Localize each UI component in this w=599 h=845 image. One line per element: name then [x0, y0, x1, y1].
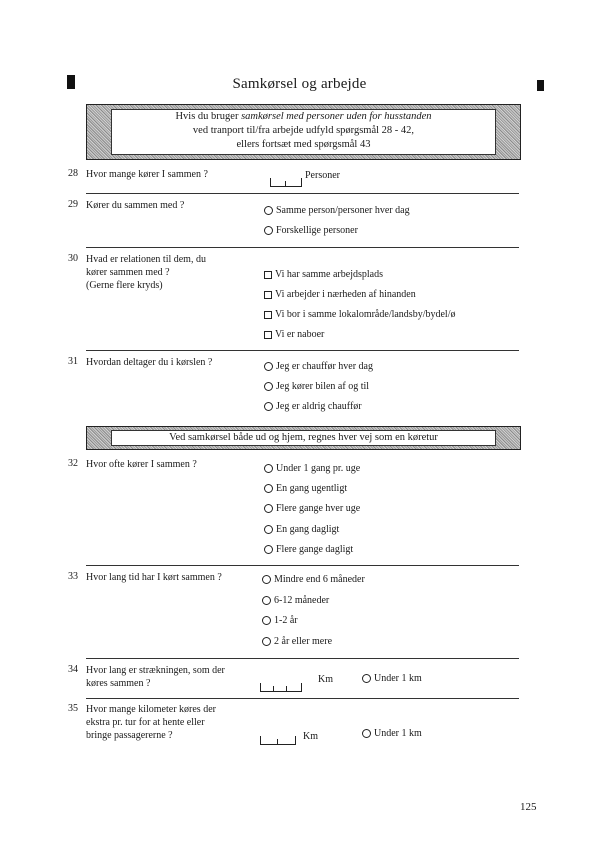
q30-option-same-workplace[interactable]: Vi har samme arbejdsplads — [264, 269, 383, 280]
q32-option-daily[interactable]: En gang dagligt — [264, 524, 339, 535]
q31-option-driver-daily[interactable]: Jeg er chauffør hver dag — [264, 361, 373, 372]
radio-icon[interactable] — [264, 382, 273, 391]
radio-icon[interactable] — [264, 545, 273, 554]
q30-option-nearby-work[interactable]: Vi arbejder i nærheden af hinanden — [264, 289, 416, 300]
radio-icon[interactable] — [264, 504, 273, 513]
q31-option-driver-sometimes[interactable]: Jeg kører bilen af og til — [264, 381, 369, 392]
banner-line1-prefix: Hvis du bruger — [175, 111, 242, 122]
q28-text: Hvor mange kører I sammen ? — [86, 169, 208, 180]
q34-number: 34 — [68, 664, 78, 675]
radio-icon[interactable] — [262, 575, 271, 584]
note-banner-text: Ved samkørsel både ud og hjem, regnes hver vej som en køretur — [111, 430, 496, 446]
q30-text: Hvad er relationen til dem, du kører sammen med ? (Gerne flere kryds) — [86, 254, 206, 291]
q32-option-several-weekly[interactable]: Flere gange hver uge — [264, 503, 360, 514]
divider — [86, 193, 519, 194]
banner-line3: ellers fortsæt med spørgsmål 43 — [236, 139, 371, 150]
q33-number: 33 — [68, 571, 78, 582]
radio-icon[interactable] — [262, 596, 271, 605]
q35-text: Hvor mange kilometer køres der ekstra pr. tur for at hente eller bringe passagererne ? — [86, 704, 216, 741]
checkbox-icon[interactable] — [264, 271, 272, 279]
radio-icon[interactable] — [264, 464, 273, 473]
q30-option-neighbors[interactable]: Vi er naboer — [264, 329, 324, 340]
q34-text: Hvor lang er strækningen, som der køres sammen ? — [86, 665, 225, 689]
q35-number: 35 — [68, 703, 78, 714]
q32-number: 32 — [68, 458, 78, 469]
radio-icon[interactable] — [362, 729, 371, 738]
q35-digit-boxes[interactable] — [260, 736, 296, 745]
q33-option-2-years-plus[interactable]: 2 år eller mere — [262, 636, 332, 647]
radio-icon[interactable] — [262, 616, 271, 625]
radio-icon[interactable] — [264, 484, 273, 493]
radio-icon[interactable] — [264, 226, 273, 235]
divider — [86, 698, 519, 699]
radio-icon[interactable] — [264, 402, 273, 411]
q32-option-less-weekly[interactable]: Under 1 gang pr. uge — [264, 463, 360, 474]
q28-unit: Personer — [305, 170, 340, 181]
radio-icon[interactable] — [362, 674, 371, 683]
q28-digit-boxes[interactable] — [270, 178, 302, 187]
q31-text: Hvordan deltager du i kørslen ? — [86, 357, 213, 368]
q29-text: Kører du sammen med ? — [86, 200, 185, 211]
q35-unit: Km — [303, 731, 318, 742]
page-title: Samkørsel og arbejde — [232, 76, 367, 92]
checkbox-icon[interactable] — [264, 311, 272, 319]
q34-option-under-1km[interactable]: Under 1 km — [362, 673, 422, 684]
page-number: 125 — [520, 801, 537, 813]
banner-line2: ved tranport til/fra arbejde udfyld spørgsmål 28 - 42, — [192, 125, 415, 136]
note-banner — [86, 426, 521, 450]
radio-icon[interactable] — [262, 637, 271, 646]
q33-option-under-6-months[interactable]: Mindre end 6 måneder — [262, 574, 365, 585]
q32-option-several-daily[interactable]: Flere gange dagligt — [264, 544, 353, 555]
q29-option-same-person[interactable]: Samme person/personer hver dag — [264, 205, 410, 216]
radio-icon[interactable] — [264, 362, 273, 371]
q28-number: 28 — [68, 168, 78, 179]
q33-text: Hvor lang tid har I kørt sammen ? — [86, 572, 222, 583]
radio-icon[interactable] — [264, 525, 273, 534]
q31-number: 31 — [68, 356, 78, 367]
q31-option-never-driver[interactable]: Jeg er aldrig chauffør — [264, 401, 362, 412]
divider — [86, 350, 519, 351]
instruction-banner — [86, 104, 521, 160]
radio-icon[interactable] — [264, 206, 273, 215]
q32-option-weekly[interactable]: En gang ugentligt — [264, 483, 347, 494]
q33-option-6-12-months[interactable]: 6-12 måneder — [262, 595, 329, 606]
q30-option-same-area[interactable]: Vi bor i samme lokalområde/landsby/bydel/ø — [264, 309, 455, 320]
divider — [86, 247, 519, 248]
checkbox-icon[interactable] — [264, 291, 272, 299]
q32-text: Hvor ofte kører I sammen ? — [86, 459, 197, 470]
q34-unit: Km — [318, 674, 333, 685]
divider — [86, 565, 519, 566]
instruction-banner-text — [111, 109, 496, 155]
q35-option-under-1km[interactable]: Under 1 km — [362, 728, 422, 739]
q29-number: 29 — [68, 199, 78, 210]
checkbox-icon[interactable] — [264, 331, 272, 339]
q34-digit-boxes[interactable] — [260, 683, 302, 692]
divider — [86, 658, 519, 659]
banner-line1-italic: samkørsel med personer uden for husstanden — [241, 111, 432, 122]
q29-option-different-persons[interactable]: Forskellige personer — [264, 225, 358, 236]
q33-option-1-2-years[interactable]: 1-2 år — [262, 615, 298, 626]
q30-number: 30 — [68, 253, 78, 264]
